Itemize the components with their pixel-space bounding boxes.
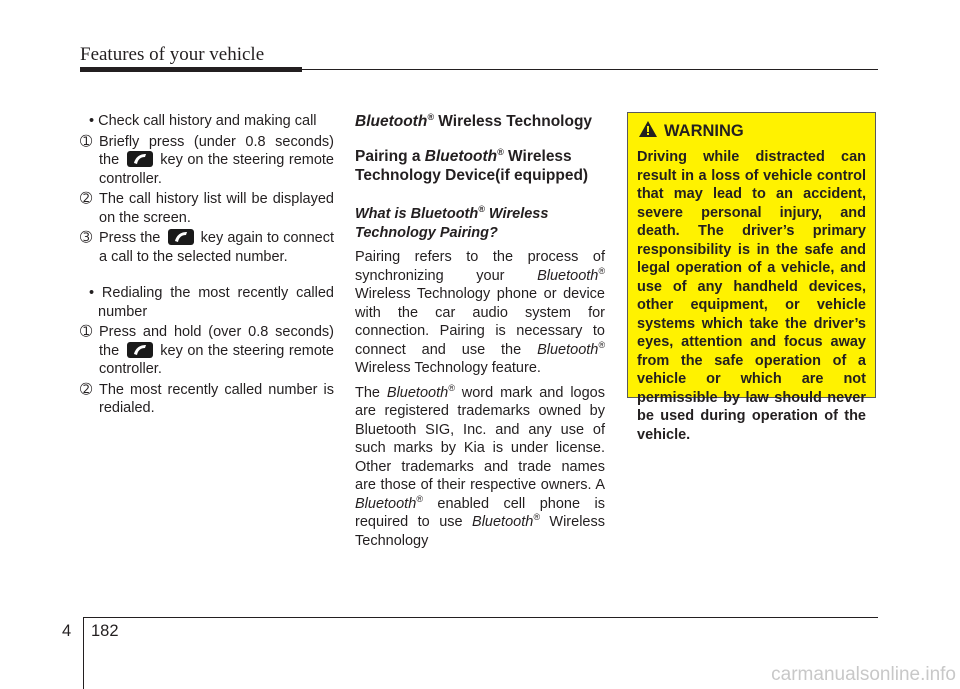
page-number: 182 [91, 622, 119, 640]
step-3 [80, 229, 334, 266]
para-text: enabled cell phone is required to use [355, 495, 605, 530]
registered-mark: ® [478, 204, 485, 215]
paragraph-pairing [355, 248, 605, 378]
warning-box [627, 112, 876, 443]
bluetooth-word: Bluetooth [355, 495, 417, 512]
step-text: Press and hold (over 0.8 seconds) the [99, 324, 334, 359]
step-number: ➀ [80, 133, 93, 150]
para-text: Wireless Technology phone or device with the car audio system for connection. Pairing is necessary to connect and use the [355, 286, 605, 358]
bluetooth-word: Bluetooth [472, 514, 534, 530]
phone-handset-icon [127, 342, 153, 358]
para-text: The [355, 384, 387, 401]
warning-triangle-icon [639, 121, 657, 142]
subtitle-text: Wireless Technology Device(if equipped) [355, 148, 589, 184]
bluetooth-word: Bluetooth [537, 341, 599, 358]
bluetooth-word: Bluetooth [386, 384, 449, 401]
registered-mark: ® [598, 265, 605, 276]
warning-header [639, 121, 866, 142]
bullet-text: Check call history and making call [98, 113, 317, 129]
bullet-redial: • Redialing the most recently called number [89, 285, 334, 320]
question-heading [355, 205, 605, 242]
para-text: Pairing refers to the process of synchronizing your [355, 249, 605, 284]
subsection-title [355, 147, 605, 185]
step-number: ➁ [80, 191, 93, 207]
bullet-call-history: • Check call history and making call [89, 113, 317, 129]
step-2 [80, 190, 334, 227]
step-text: The most recently called number is redialed. [99, 381, 334, 416]
phone-handset-icon [168, 229, 194, 245]
title-text: Wireless Technology [433, 113, 593, 130]
registered-mark: ® [598, 339, 605, 350]
step-number: ➁ [80, 381, 93, 398]
step-text: key on the steering remote controller. [99, 152, 334, 187]
bluetooth-word: Bluetooth [424, 148, 498, 165]
para-text: Wireless Technology feature. [355, 360, 541, 376]
question-text: Wireless Technology Pairing? [355, 206, 549, 241]
bluetooth-word: Bluetooth [537, 267, 599, 284]
step-1 [80, 133, 334, 189]
paragraph-trademark [355, 384, 605, 551]
para-text: Wireless Technology [355, 514, 605, 549]
question-text: What is [355, 206, 411, 222]
registered-mark: ® [427, 111, 434, 122]
registered-mark: ® [497, 146, 504, 157]
redial-step-1 [80, 323, 334, 379]
middle-column [355, 112, 605, 550]
step-number: ➀ [80, 324, 93, 340]
subtitle-text: Pairing a [355, 148, 425, 165]
bluetooth-word: Bluetooth [355, 113, 428, 130]
step-text: Briefly press (under 0.8 seconds) the [99, 133, 334, 168]
header-title: Features of your vehicle [80, 44, 265, 65]
footer-rule [83, 617, 878, 618]
header-rule-thick [80, 67, 302, 72]
header-rule-thin [302, 69, 878, 70]
redial-step-2 [80, 381, 334, 418]
step-text: Press the [99, 230, 161, 246]
section-number: 4 [62, 622, 72, 640]
registered-mark: ® [448, 382, 455, 393]
step-number: ➂ [80, 230, 93, 246]
registered-mark: ® [416, 493, 423, 504]
warning-text: Driving while distracted can result in a loss of vehicle control that may lead to an accident, severe personal injury, and death. The driver’s primary responsibility is in the safe and legal operation of a vehicle, and use of any handheld devices, other equipment, or vehicle systems which take the driver’s eyes, attention and focus away from the safe operation of a vehicle or which are not permissible by law should never be used during operation of the vehicle. [637, 149, 866, 443]
para-text: word mark and logos are registered trademarks owned by Bluetooth SIG, Inc. and any use of such marks by Kia is under license. Other trademarks and trade names are those of their respective owners. A [355, 384, 605, 493]
step-text: key again to connect a call to the selected number. [99, 230, 334, 265]
phone-handset-icon [127, 151, 153, 167]
footer-divider [83, 617, 84, 689]
step-text: key on the steering remote controller. [99, 342, 334, 377]
step-text: The call history list will be displayed on the screen. [99, 191, 334, 226]
section-title [355, 112, 605, 131]
left-column [80, 112, 334, 418]
warning-title: WARNING [664, 122, 744, 140]
bluetooth-word: Bluetooth [410, 206, 479, 222]
watermark: carmanualsonline.info [771, 664, 956, 685]
bullet-text: Redialing the most recently called number [98, 285, 334, 320]
registered-mark: ® [533, 512, 540, 523]
